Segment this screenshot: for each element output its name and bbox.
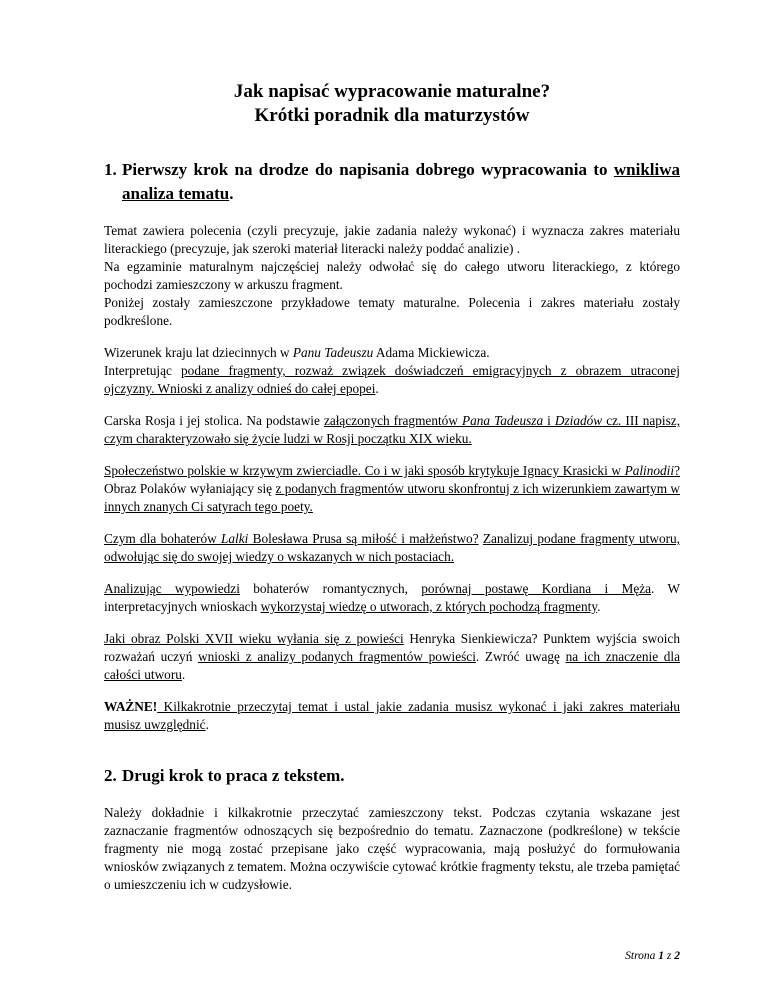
intro-paragraph-3: Poniżej zostały zamieszczone przykładowe tematy maturalne. Polecenia i zakres materiału zostały podkreślone. xyxy=(104,295,680,328)
example-topic-3: Społeczeństwo polskie w krzywym zwierciadle. Co i w jaki sposób krytykuje Ignacy Krasicki w Palinodii? Obraz Polaków wyłaniający się z podanych fragmentów utworu skonfrontuj z ich wizerunkiem zawartym w innych znanych Ci satyrach tego poety. xyxy=(104,463,680,514)
title-block xyxy=(104,80,680,128)
section-1-heading: 1. Pierwszy krok na drodze do napisania dobrego wypracowania to wnikliwa analiza tematu. xyxy=(104,160,680,203)
document-subtitle: Krótki poradnik dla maturzystów xyxy=(254,105,530,126)
current-page-number: 1 xyxy=(658,950,665,962)
example-topic-5: Analizując wypowiedzi bohaterów romantycznych, porównaj postawę Kordiana i Męża. W interpretacyjnych wnioskach wykorzystaj wiedzę o utworach, z których pochodzą fragmenty. xyxy=(104,581,680,614)
document-title: Jak napisać wypracowanie maturalne? xyxy=(233,81,551,102)
example-topic-4: Czym dla bohaterów Lalki Bolesława Prusa są miłość i małżeństwo? Zanalizuj podane fragmenty utworu, odwołując się do swojej wiedzy o wskazanych w nich postaciach. xyxy=(104,531,680,564)
total-pages-number: 2 xyxy=(674,950,680,962)
important-note: WAŻNE! Kilkakrotnie przeczytaj temat i ustal jakie zadania musisz wykonać i jaki zakres materiału musisz uwzględnić. xyxy=(104,699,680,732)
example-topic-6: Jaki obraz Polski XVII wieku wyłania się z powieści Henryka Sienkiewicza? Punktem wyjścia swoich rozważań uczyń wnioski z analizy podanych fragmentów powieści. Zwróć uwagę na ich znaczenie dla całości utworu. xyxy=(104,631,680,682)
important-label: WAŻNE! xyxy=(104,699,158,714)
intro-paragraph-1: Temat zawiera polecenia (czyli precyzuje, jakie zadania należy wykonać) i wyznacza zakres materiału literackiego (precyzuje, jak szeroki materiał literacki należy poddać analizie) . xyxy=(104,223,680,256)
page-footer: Strona 1 z 2 xyxy=(625,950,680,962)
section-2-number: 2. xyxy=(104,766,117,785)
intro-paragraph-2: Na egzaminie maturalnym najczęściej należy odwołać się do całego utworu literackiego, z którego pochodzi zamieszczony w arkuszu fragment. xyxy=(104,259,680,292)
example-topic-2: Carska Rosja i jej stolica. Na podstawie załączonych fragmentów Pana Tadeusza i Dziadów cz. III napisz, czym charakteryzowało się życie ludzi w Rosji początku XIX wieku. xyxy=(104,413,681,446)
section-1-number: 1. xyxy=(104,160,117,179)
section-2-paragraph: Należy dokładnie i kilkakrotnie przeczytać zamieszczony tekst. Podczas czytania wskazane jest zaznaczanie fragmentów odnoszących się bezpośrednio do tematu. Zaznaczone (podkreślone) w tekście fragmenty nie mogą zostać przepisane jako część wypracowania, mają posłużyć do formułowania wniosków związanych z tematem. Można oczywiście cytować krótkie fragmenty tekstu, ale trzeba pamiętać o umieszczeniu ich w cudzysłowie. xyxy=(104,805,680,892)
section-2-heading: 2. Drugi krok to praca z tekstem. xyxy=(104,764,680,788)
example-topic-1: Wizerunek kraju lat dziecinnych w Panu Tadeuszu Adama Mickiewicza. Interpretując podane fragmenty, rozważ związek doświadczeń emigracyjnych z obrazem utraconej ojczyzny. Wnioski z analizy odnieś do całej epopei. xyxy=(104,345,680,396)
